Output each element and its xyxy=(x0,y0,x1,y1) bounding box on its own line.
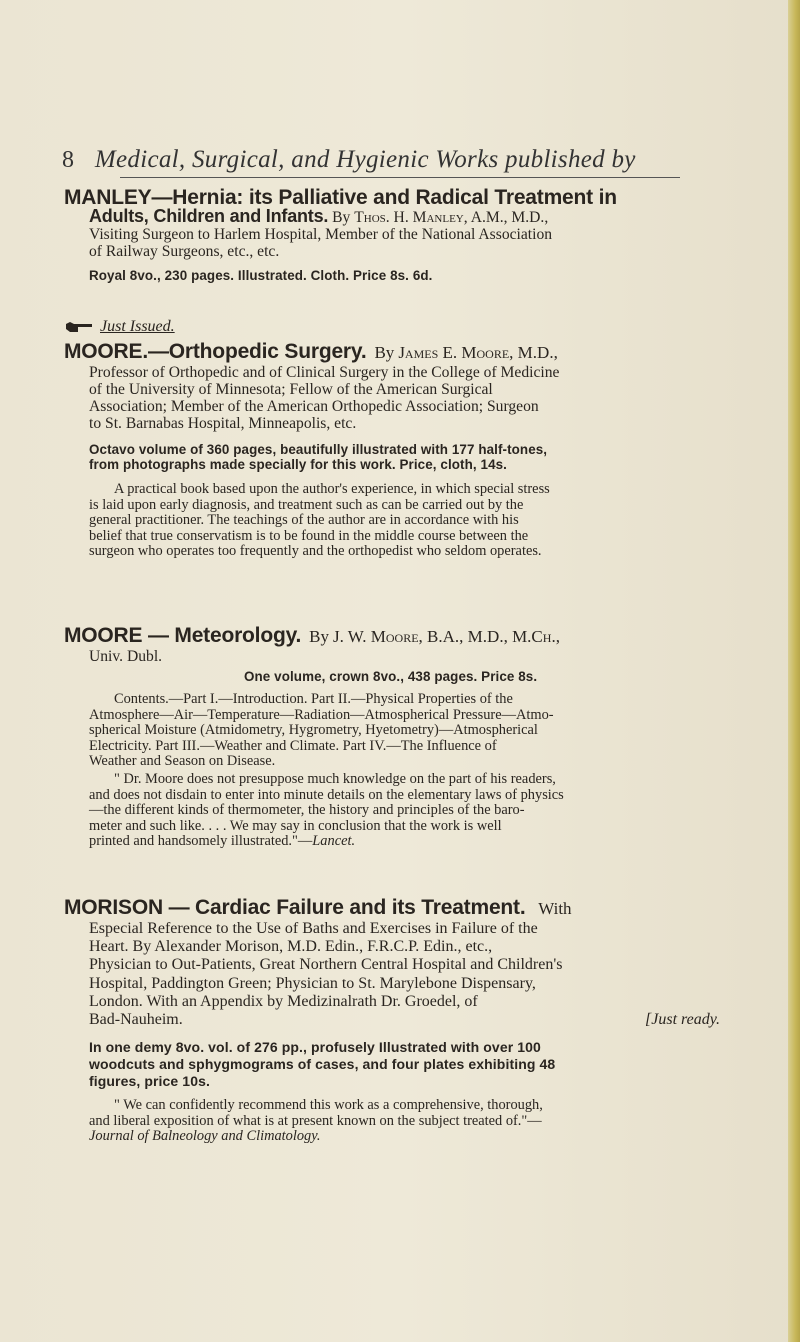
running-header xyxy=(62,146,682,174)
entry-moore-meteorology: MOORE — Meteorology. By J. W. Moore, B.A., M.D., M.Ch., Univ. Dubl. One volume, crown 8vo., 438 pages. Price 8s. Contents.—Part I.—Introduction. Part II.—Physical Properties of the Atmosphere—Air—Temperature—Radiation—Atmospherical Pressure—Atmo- spherical Moisture (Atmidometry, Hygrometry, Hyetometry)—Atmospherical Electricity. Part III.—Weather and Climate. Part IV.—The Influence of Weather and Season on Disease. " Dr. Moore does not presuppose much knowledge on the part of his readers, and does not disdain to enter into minute details on the elementary laws of physics —the different kinds of thermometer, the history and principles of the baro- meter and such like. . . . We may say in conclusion that the work is well printed and handsomely illustrated."—Lancet. xyxy=(64,624,720,850)
just-issued-label: Just Issued. xyxy=(100,318,175,335)
morison-details: In one demy 8vo. vol. of 276 pp., profusely Illustrated with over 100 woodcuts and sphygmograms of cases, and four plates exhibiting 48 figures, price 10s. xyxy=(89,1039,556,1090)
pointing-hand-icon xyxy=(64,320,94,334)
meteo-contents: Contents.—Part I.—Introduction. Part II.—Physical Properties of the Atmosphere—Air—Temperature—Radiation—Atmospherical Pressure—Atmo- spherical Moisture (Atmidometry, Hygrometry, Hyetometry)—Atmospherical Electricity. Part III.—Weather and Climate. Part IV.—The Influence of Weather and Season on Disease. xyxy=(89,691,554,770)
morison-review: " We can confidently recommend this work as a comprehensive, thorough, and liberal exposition of what is at present known on the subject treated of."— Journal of Balneology and Climatology. xyxy=(89,1097,543,1145)
manley-title: MANLEY—Hernia: its Palliative and Radical Treatment in xyxy=(64,186,617,209)
entry-moore-orthopedic: MOORE.—Orthopedic Surgery. By James E. Moore, M.D., Professor of Orthopedic and of Clinical Surgery in the College of Medicine of the University of Minnesota; Fellow of the American Surgical Association; Member of the American Orthopedic Association; Surgeon to St. Barnabas Hospital, Minneapolis, etc. Octavo volume of 360 pages, beautifully illustrated with 177 half-tones, from photographs made specially for this work. Price, cloth, 14s. A practical book based upon the author's experience, in which special stress is laid upon early diagnosis, and treatment such as can be carried out by the general practitioner. The teachings of the author are in accordance with his belief that true conservatism is to be found in the middle course between the surgeon who operates too frequently and the orthopedist who seldom operates. xyxy=(64,340,720,560)
meteo-review: " Dr. Moore does not presuppose much knowledge on the part of his readers, and does not disdain to enter into minute details on the elementary laws of physics —the different kinds of thermometer, the history and principles of the baro- meter and such like. . . . We may say in conclusion that the work is well printed and handsomely illustrated."—Lancet. xyxy=(89,770,564,850)
header-rule xyxy=(120,177,680,178)
morison-desc: Especial Reference to the Use of Baths and Exercises in Failure of the Heart. By Alexander Morison, M.D. Edin., F.R.C.P. Edin., etc., Physician to Out-Patients, Great Northern Central Hospital and Children's Hospital, Paddington Green; Physician to St. Marylebone Dispensary, London. With an Appendix by Medizinalrath Dr. Groedel, of Bad-Nauheim. [Just ready. xyxy=(89,920,720,1029)
entry-morison: MORISON — Cardiac Failure and its Treatment. With Especial Reference to the Use of Baths and Exercises in Failure of the Heart. By Alexander Morison, M.D. Edin., F.R.C.P. Edin., etc., Physician to Out-Patients, Great Northern Central Hospital and Children's Hospital, Paddington Green; Physician to St. Marylebone Dispensary, London. With an Appendix by Medizinalrath Dr. Groedel, of Bad-Nauheim. [Just ready. In one demy 8vo. vol. of 276 pp., profusely Illustrated with over 100 woodcuts and sphygmograms of cases, and four plates exhibiting 48 figures, price 10s. " We can confidently recommend this work as a comprehensive, thorough, and liberal exposition of what is at present known on the subject treated of."— Journal of Balneology and Climatology. xyxy=(64,896,720,1145)
page-number: 8 xyxy=(62,147,75,173)
running-title: Medical, Surgical, and Hygienic Works published by xyxy=(94,146,636,173)
moore-ortho-blurb: A practical book based upon the author's experience, in which special stress is laid upon early diagnosis, and treatment such as can be carried out by the general practitioner. The teachings of the author are in accordance with his belief that true conservatism is to be found in the middle course between the surgeon who operates too frequently and the orthopedist who seldom operates. xyxy=(89,481,550,560)
page-edge xyxy=(788,0,800,1342)
manley-details: Royal 8vo., 230 pages. Illustrated. Cloth. Price 8s. 6d. xyxy=(89,268,433,283)
entry-manley: MANLEY—Hernia: its Palliative and Radical Treatment in Adults, Children and Infants. By Thos. H. Manley, A.M., M.D., Visiting Surgeon to Harlem Hospital, Member of the National Association of Railway Surgeons, etc., etc. Royal 8vo., 230 pages. Illustrated. Cloth. Price 8s. 6d. xyxy=(64,186,720,283)
